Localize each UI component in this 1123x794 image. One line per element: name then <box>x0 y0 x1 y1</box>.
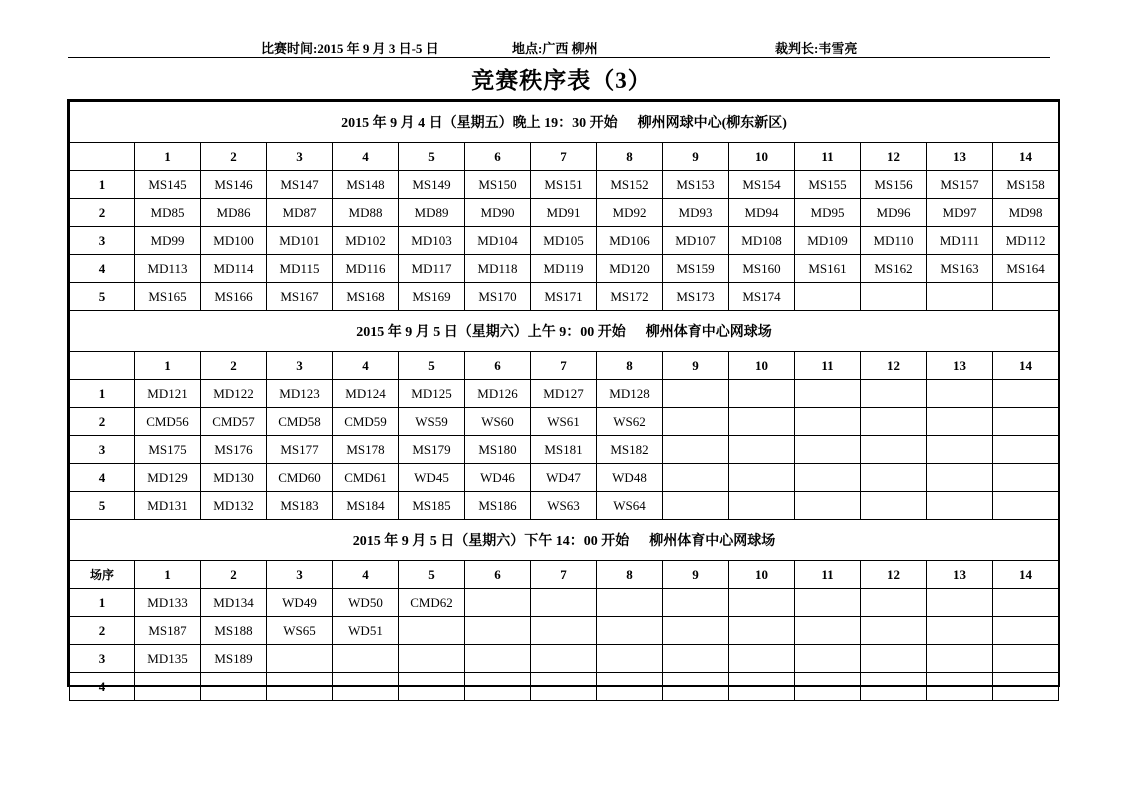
match-cell: MS172 <box>597 283 663 311</box>
match-cell: WD45 <box>399 464 465 492</box>
row-order-label: 2 <box>70 408 135 436</box>
court-header-row <box>70 352 1059 380</box>
match-cell: MS181 <box>531 436 597 464</box>
match-cell: MD90 <box>465 199 531 227</box>
table-row <box>70 227 1059 255</box>
row-order-label: 3 <box>70 227 135 255</box>
match-cell <box>861 492 927 520</box>
court-number: 11 <box>795 143 861 171</box>
court-number: 5 <box>399 352 465 380</box>
match-cell: MS163 <box>927 255 993 283</box>
match-cell <box>135 673 201 701</box>
header-time: 比赛时间:2015 年 9 月 3 日-5 日 <box>261 41 439 56</box>
match-cell: MS173 <box>663 283 729 311</box>
court-number: 2 <box>201 352 267 380</box>
match-cell <box>993 408 1059 436</box>
match-cell <box>795 408 861 436</box>
match-cell: MS166 <box>201 283 267 311</box>
court-number: 7 <box>531 352 597 380</box>
court-number: 13 <box>927 143 993 171</box>
session-place: 柳州网球中心(柳东新区) <box>637 116 787 131</box>
match-cell: MS180 <box>465 436 531 464</box>
table-row <box>70 645 1059 673</box>
match-cell: MS158 <box>993 171 1059 199</box>
match-cell <box>663 645 729 673</box>
match-cell: CMD60 <box>267 464 333 492</box>
session-header <box>70 520 1059 561</box>
match-cell: MD118 <box>465 255 531 283</box>
match-cell <box>729 617 795 645</box>
court-number: 3 <box>267 143 333 171</box>
session-header-row <box>70 102 1059 143</box>
match-cell <box>399 673 465 701</box>
match-cell <box>861 380 927 408</box>
court-number: 8 <box>597 561 663 589</box>
table-row <box>70 464 1059 492</box>
table-row <box>70 408 1059 436</box>
table-row <box>70 199 1059 227</box>
court-number: 3 <box>267 561 333 589</box>
match-cell: MD87 <box>267 199 333 227</box>
match-cell: MS156 <box>861 171 927 199</box>
match-cell: MS175 <box>135 436 201 464</box>
match-cell: MD125 <box>399 380 465 408</box>
match-cell: MD96 <box>861 199 927 227</box>
match-cell <box>597 589 663 617</box>
match-cell <box>729 589 795 617</box>
row-order-label: 5 <box>70 283 135 311</box>
match-cell <box>531 673 597 701</box>
match-cell <box>993 283 1059 311</box>
match-cell <box>663 589 729 617</box>
match-cell <box>927 283 993 311</box>
match-cell: MD114 <box>201 255 267 283</box>
match-cell <box>465 673 531 701</box>
match-cell: MS151 <box>531 171 597 199</box>
match-cell: MD104 <box>465 227 531 255</box>
match-cell: WD47 <box>531 464 597 492</box>
match-cell <box>927 380 993 408</box>
match-cell <box>729 436 795 464</box>
match-cell: MS184 <box>333 492 399 520</box>
court-number: 6 <box>465 352 531 380</box>
match-cell: MD129 <box>135 464 201 492</box>
match-cell <box>861 436 927 464</box>
match-cell: CMD58 <box>267 408 333 436</box>
match-cell: MD117 <box>399 255 465 283</box>
match-cell <box>201 673 267 701</box>
match-cell <box>993 617 1059 645</box>
match-cell: MD102 <box>333 227 399 255</box>
match-cell <box>795 380 861 408</box>
row-order-label: 1 <box>70 380 135 408</box>
court-number: 9 <box>663 143 729 171</box>
page-title: 竞赛秩序表（3） <box>471 68 652 93</box>
schedule-table <box>69 101 1059 701</box>
match-cell: MD119 <box>531 255 597 283</box>
court-number: 14 <box>993 352 1059 380</box>
match-cell: MS177 <box>267 436 333 464</box>
match-cell: WS62 <box>597 408 663 436</box>
session-time: 2015 年 9 月 5 日（星期六）上午 9：00 开始 <box>356 325 626 340</box>
table-row <box>70 589 1059 617</box>
match-cell: WS63 <box>531 492 597 520</box>
match-cell <box>927 492 993 520</box>
match-cell: MS167 <box>267 283 333 311</box>
row-order-label: 2 <box>70 199 135 227</box>
match-cell: MD113 <box>135 255 201 283</box>
match-cell <box>795 436 861 464</box>
court-number: 9 <box>663 352 729 380</box>
court-header-row <box>70 143 1059 171</box>
match-cell: MS185 <box>399 492 465 520</box>
match-cell: MS148 <box>333 171 399 199</box>
match-cell <box>663 436 729 464</box>
session-time: 2015 年 9 月 4 日（星期五）晚上 19：30 开始 <box>341 116 618 131</box>
row-order-label: 4 <box>70 464 135 492</box>
match-cell <box>531 589 597 617</box>
court-number: 13 <box>927 352 993 380</box>
session-header <box>70 311 1059 352</box>
match-cell: MS145 <box>135 171 201 199</box>
match-cell <box>597 673 663 701</box>
match-cell: MD116 <box>333 255 399 283</box>
match-cell <box>267 673 333 701</box>
match-cell: MS182 <box>597 436 663 464</box>
match-cell: MS153 <box>663 171 729 199</box>
match-cell: MD107 <box>663 227 729 255</box>
match-cell: MD94 <box>729 199 795 227</box>
match-cell: MS165 <box>135 283 201 311</box>
match-cell: MD135 <box>135 645 201 673</box>
match-cell <box>861 408 927 436</box>
court-number: 11 <box>795 352 861 380</box>
match-cell: MD108 <box>729 227 795 255</box>
court-number: 4 <box>333 352 399 380</box>
match-cell: MD127 <box>531 380 597 408</box>
match-cell: MS186 <box>465 492 531 520</box>
match-cell: MS155 <box>795 171 861 199</box>
match-cell <box>729 492 795 520</box>
court-number: 10 <box>729 143 795 171</box>
court-number: 5 <box>399 561 465 589</box>
match-cell <box>927 645 993 673</box>
match-cell <box>927 589 993 617</box>
match-cell <box>333 673 399 701</box>
match-cell: MD97 <box>927 199 993 227</box>
match-cell <box>729 380 795 408</box>
court-number: 4 <box>333 561 399 589</box>
row-order-header <box>70 352 135 380</box>
table-row <box>70 171 1059 199</box>
match-cell <box>927 436 993 464</box>
table-row <box>70 283 1059 311</box>
match-cell <box>729 408 795 436</box>
header-referee: 裁判长:韦雪亮 <box>775 41 858 56</box>
match-cell <box>861 645 927 673</box>
court-header-row <box>70 561 1059 589</box>
match-cell <box>927 408 993 436</box>
match-cell: MD132 <box>201 492 267 520</box>
match-cell <box>795 673 861 701</box>
row-order-label: 1 <box>70 589 135 617</box>
match-cell: WS60 <box>465 408 531 436</box>
match-cell <box>993 380 1059 408</box>
match-cell <box>663 673 729 701</box>
match-cell: MS159 <box>663 255 729 283</box>
match-cell: CMD62 <box>399 589 465 617</box>
match-cell: WS59 <box>399 408 465 436</box>
court-number: 1 <box>135 561 201 589</box>
match-cell <box>333 645 399 673</box>
match-cell <box>663 617 729 645</box>
match-cell: MS183 <box>267 492 333 520</box>
match-cell: MD134 <box>201 589 267 617</box>
match-cell: MS161 <box>795 255 861 283</box>
match-cell <box>465 617 531 645</box>
match-cell: MD133 <box>135 589 201 617</box>
match-cell: MD110 <box>861 227 927 255</box>
match-cell <box>993 673 1059 701</box>
match-cell: MS157 <box>927 171 993 199</box>
table-row <box>70 673 1059 701</box>
match-cell: CMD57 <box>201 408 267 436</box>
match-cell: WS61 <box>531 408 597 436</box>
match-cell <box>795 645 861 673</box>
match-cell: WD51 <box>333 617 399 645</box>
session-header-row <box>70 520 1059 561</box>
match-cell: CMD56 <box>135 408 201 436</box>
court-number: 9 <box>663 561 729 589</box>
session-header <box>70 102 1059 143</box>
match-cell: MS154 <box>729 171 795 199</box>
match-cell <box>861 673 927 701</box>
court-number: 1 <box>135 143 201 171</box>
row-order-label: 2 <box>70 617 135 645</box>
match-cell: MS189 <box>201 645 267 673</box>
match-cell: WD48 <box>597 464 663 492</box>
match-cell <box>729 645 795 673</box>
match-cell: MD121 <box>135 380 201 408</box>
match-cell <box>993 464 1059 492</box>
court-number: 13 <box>927 561 993 589</box>
match-cell <box>597 645 663 673</box>
match-cell: MD126 <box>465 380 531 408</box>
match-cell: CMD61 <box>333 464 399 492</box>
match-cell <box>399 617 465 645</box>
court-number: 8 <box>597 143 663 171</box>
match-cell <box>729 464 795 492</box>
match-cell: MS178 <box>333 436 399 464</box>
match-cell <box>531 617 597 645</box>
header-venue: 地点:广西 柳州 <box>512 41 598 56</box>
match-cell: MD131 <box>135 492 201 520</box>
match-cell <box>267 645 333 673</box>
match-cell <box>795 617 861 645</box>
match-cell: MD123 <box>267 380 333 408</box>
match-cell <box>795 492 861 520</box>
match-cell <box>861 283 927 311</box>
match-cell: MD85 <box>135 199 201 227</box>
match-cell <box>861 617 927 645</box>
row-order-label: 5 <box>70 492 135 520</box>
header-divider <box>68 57 1050 58</box>
match-cell: MD89 <box>399 199 465 227</box>
court-number: 8 <box>597 352 663 380</box>
match-cell: MD115 <box>267 255 333 283</box>
match-cell: MD101 <box>267 227 333 255</box>
row-order-label: 3 <box>70 436 135 464</box>
match-cell <box>993 589 1059 617</box>
match-cell: WD46 <box>465 464 531 492</box>
court-number: 12 <box>861 561 927 589</box>
court-number: 5 <box>399 143 465 171</box>
court-number: 7 <box>531 561 597 589</box>
row-order-label: 4 <box>70 673 135 701</box>
match-cell <box>795 589 861 617</box>
table-row <box>70 436 1059 464</box>
match-cell <box>399 645 465 673</box>
match-cell: MD105 <box>531 227 597 255</box>
match-cell: MS174 <box>729 283 795 311</box>
court-number: 11 <box>795 561 861 589</box>
match-cell: MD92 <box>597 199 663 227</box>
schedule-body <box>70 102 1059 701</box>
match-cell: MS147 <box>267 171 333 199</box>
match-cell: WS64 <box>597 492 663 520</box>
table-row <box>70 617 1059 645</box>
match-cell <box>927 673 993 701</box>
match-cell: MD124 <box>333 380 399 408</box>
row-order-header <box>70 143 135 171</box>
match-cell <box>663 464 729 492</box>
court-number: 2 <box>201 561 267 589</box>
match-cell: MD100 <box>201 227 267 255</box>
match-cell: MD98 <box>993 199 1059 227</box>
match-cell <box>729 673 795 701</box>
court-number: 14 <box>993 561 1059 589</box>
match-cell: MS187 <box>135 617 201 645</box>
match-cell <box>795 464 861 492</box>
match-cell <box>861 589 927 617</box>
match-cell: MS146 <box>201 171 267 199</box>
match-cell <box>927 464 993 492</box>
match-cell <box>795 283 861 311</box>
table-row <box>70 380 1059 408</box>
session-place: 柳州体育中心网球场 <box>649 534 776 549</box>
match-cell: MS170 <box>465 283 531 311</box>
match-cell <box>465 645 531 673</box>
match-cell: MS171 <box>531 283 597 311</box>
match-cell: WD50 <box>333 589 399 617</box>
match-cell: MD88 <box>333 199 399 227</box>
table-row <box>70 492 1059 520</box>
row-order-label: 3 <box>70 645 135 673</box>
court-number: 3 <box>267 352 333 380</box>
match-cell: MD91 <box>531 199 597 227</box>
match-cell: MS152 <box>597 171 663 199</box>
match-cell: MS169 <box>399 283 465 311</box>
match-cell: MS162 <box>861 255 927 283</box>
match-cell <box>993 492 1059 520</box>
match-cell <box>531 645 597 673</box>
row-order-label: 4 <box>70 255 135 283</box>
court-number: 6 <box>465 561 531 589</box>
match-cell: MD103 <box>399 227 465 255</box>
match-cell: MD95 <box>795 199 861 227</box>
match-cell: WD49 <box>267 589 333 617</box>
session-time: 2015 年 9 月 5 日（星期六）下午 14：00 开始 <box>352 534 630 549</box>
match-cell: MD122 <box>201 380 267 408</box>
match-cell <box>663 492 729 520</box>
match-cell: MS168 <box>333 283 399 311</box>
match-cell <box>993 645 1059 673</box>
match-cell: MD111 <box>927 227 993 255</box>
match-cell: MS150 <box>465 171 531 199</box>
court-number: 1 <box>135 352 201 380</box>
match-cell: MS149 <box>399 171 465 199</box>
row-order-label: 1 <box>70 171 135 199</box>
match-cell: MD128 <box>597 380 663 408</box>
court-number: 14 <box>993 143 1059 171</box>
match-cell: MD130 <box>201 464 267 492</box>
session-place: 柳州体育中心网球场 <box>645 325 772 340</box>
court-number: 7 <box>531 143 597 171</box>
match-cell: MS179 <box>399 436 465 464</box>
match-cell: MD99 <box>135 227 201 255</box>
match-cell: MD109 <box>795 227 861 255</box>
match-cell: MD120 <box>597 255 663 283</box>
court-number: 10 <box>729 561 795 589</box>
court-number: 6 <box>465 143 531 171</box>
match-cell <box>597 617 663 645</box>
match-cell <box>663 380 729 408</box>
court-number: 2 <box>201 143 267 171</box>
court-number: 12 <box>861 143 927 171</box>
court-number: 10 <box>729 352 795 380</box>
match-cell: CMD59 <box>333 408 399 436</box>
match-cell <box>861 464 927 492</box>
match-cell <box>927 617 993 645</box>
match-cell <box>465 589 531 617</box>
match-cell: MS176 <box>201 436 267 464</box>
table-row <box>70 255 1059 283</box>
match-cell: MS164 <box>993 255 1059 283</box>
match-cell <box>663 408 729 436</box>
match-cell: MD112 <box>993 227 1059 255</box>
match-cell: WS65 <box>267 617 333 645</box>
match-cell: MD86 <box>201 199 267 227</box>
court-number: 4 <box>333 143 399 171</box>
court-number: 12 <box>861 352 927 380</box>
match-cell <box>993 436 1059 464</box>
match-cell: MD93 <box>663 199 729 227</box>
session-header-row <box>70 311 1059 352</box>
row-order-header: 场序 <box>70 561 135 589</box>
match-cell: MS188 <box>201 617 267 645</box>
match-cell: MS160 <box>729 255 795 283</box>
match-cell: MD106 <box>597 227 663 255</box>
